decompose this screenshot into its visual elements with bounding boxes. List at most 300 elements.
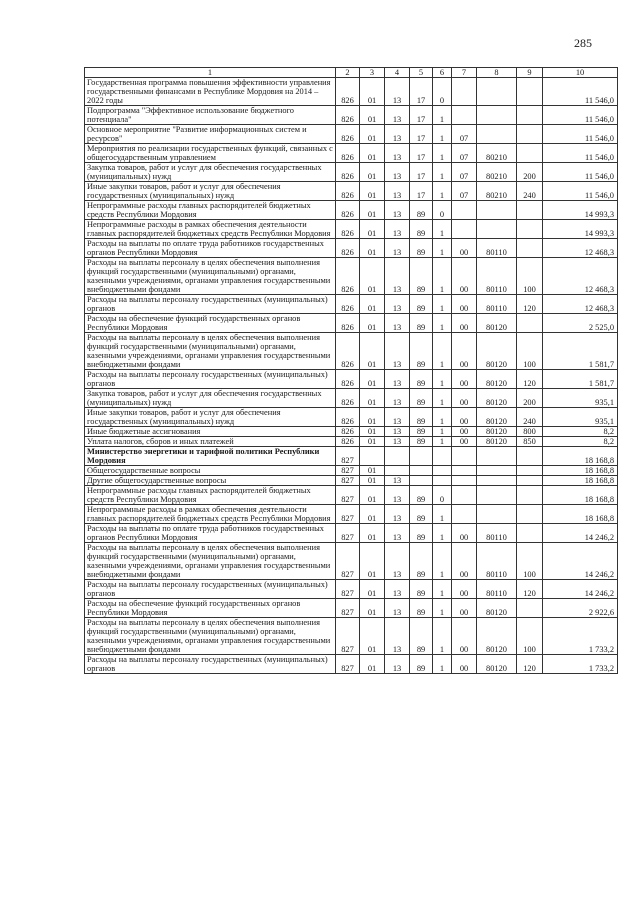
measure-code: 07 [452,144,477,163]
amount: 11 546,0 [543,125,618,144]
amount: 12 468,3 [543,258,618,295]
section-code: 01 [360,655,385,674]
row-name: Расходы на выплаты персоналу в целях обеспечения выполнения функций государственными (муниципальными) органами, казенными учреждениями, органами управления государственными внебюджетными фондами [85,543,336,580]
subsection-code: 13 [385,524,410,543]
subprogram-code: 1 [433,543,452,580]
ministry-code: 827 [336,655,360,674]
subprogram-code: 1 [433,437,452,447]
amount: 11 546,0 [543,144,618,163]
amount: 18 168,8 [543,466,618,476]
row-name: Расходы на обеспечение функций государственных органов Республики Мордовия [85,314,336,333]
subsection-code: 13 [385,476,410,486]
ministry-code: 827 [336,476,360,486]
subsection-code: 13 [385,258,410,295]
program-code: 89 [410,389,433,408]
program-code: 17 [410,78,433,106]
direction-code: 80120 [477,314,517,333]
subsection-code [385,447,410,466]
row-name: Общегосударственные вопросы [85,466,336,476]
program-code: 89 [410,370,433,389]
amount: 2 525,0 [543,314,618,333]
expense-type-code: 240 [517,408,543,427]
ministry-code: 826 [336,370,360,389]
subprogram-code: 1 [433,389,452,408]
row-name: Иные бюджетные ассигнования [85,427,336,437]
expense-type-code [517,201,543,220]
subprogram-code: 1 [433,182,452,201]
subprogram-code: 1 [433,618,452,655]
subsection-code: 13 [385,106,410,125]
table-row [85,333,618,370]
program-code: 89 [410,599,433,618]
column-header: 6 [433,68,452,78]
subsection-code: 13 [385,543,410,580]
page-number: 285 [574,36,592,50]
subprogram-code: 1 [433,163,452,182]
amount: 8,2 [543,427,618,437]
direction-code: 80120 [477,389,517,408]
subprogram-code: 1 [433,333,452,370]
row-name: Государственная программа повышения эффективности управления государственными финансами в Республике Мордовия на 2014 – 2022 годы [85,78,336,106]
subsection-code: 13 [385,655,410,674]
subsection-code: 13 [385,437,410,447]
direction-code [477,466,517,476]
subsection-code: 13 [385,486,410,505]
row-name: Расходы на выплаты по оплате труда работников государственных органов Республики Мордовия [85,524,336,543]
direction-code [477,505,517,524]
direction-code: 80210 [477,182,517,201]
direction-code: 80120 [477,408,517,427]
table-row [85,258,618,295]
row-name: Расходы на выплаты по оплате труда работников государственных органов Республики Мордовия [85,239,336,258]
table-row [85,524,618,543]
expense-type-code: 100 [517,618,543,655]
subprogram-code: 0 [433,78,452,106]
amount: 14 246,2 [543,543,618,580]
subprogram-code: 1 [433,258,452,295]
direction-code: 80110 [477,524,517,543]
subprogram-code: 1 [433,295,452,314]
expense-type-code [517,106,543,125]
budget-table [84,67,618,674]
expense-type-code: 100 [517,543,543,580]
row-name: Расходы на выплаты персоналу в целях обеспечения выполнения функций государственными (муниципальными) органами, казенными учреждениями, органами управления государственными внебюджетными фондами [85,258,336,295]
subsection-code: 13 [385,78,410,106]
subsection-code: 13 [385,144,410,163]
measure-code [452,505,477,524]
section-code: 01 [360,125,385,144]
table-row [85,618,618,655]
row-name: Непрограммные расходы главных распорядителей бюджетных средств Республики Мордовия [85,201,336,220]
row-name: Расходы на выплаты персоналу государственных (муниципальных) органов [85,655,336,674]
subprogram-code: 1 [433,144,452,163]
measure-code: 00 [452,408,477,427]
amount: 8,2 [543,437,618,447]
measure-code: 00 [452,389,477,408]
direction-code: 80120 [477,599,517,618]
ministry-code: 826 [336,408,360,427]
amount: 935,1 [543,389,618,408]
table-row [85,295,618,314]
measure-code [452,447,477,466]
ministry-code: 827 [336,599,360,618]
column-header: 4 [385,68,410,78]
table-row [85,370,618,389]
subsection-code: 13 [385,389,410,408]
section-code: 01 [360,258,385,295]
direction-code [477,220,517,239]
program-code [410,466,433,476]
expense-type-code [517,599,543,618]
subsection-code: 13 [385,427,410,437]
expense-type-code: 120 [517,580,543,599]
table-row [85,466,618,476]
section-code: 01 [360,599,385,618]
row-name: Иные закупки товаров, работ и услуг для обеспечения государственных (муниципальных) нужд [85,182,336,201]
column-header: 7 [452,68,477,78]
section-code: 01 [360,618,385,655]
ministry-code: 827 [336,618,360,655]
expense-type-code: 800 [517,427,543,437]
section-code: 01 [360,78,385,106]
section-code: 01 [360,505,385,524]
ministry-code: 826 [336,220,360,239]
amount: 1 733,2 [543,618,618,655]
subprogram-code: 1 [433,427,452,437]
table-row [85,447,618,466]
row-name: Министерство энергетики и тарифной политики Республики Мордовия [85,447,336,466]
ministry-code: 826 [336,314,360,333]
amount: 14 246,2 [543,524,618,543]
amount: 935,1 [543,408,618,427]
expense-type-code [517,220,543,239]
table-row [85,476,618,486]
expense-type-code: 200 [517,389,543,408]
column-header: 10 [543,68,618,78]
section-code: 01 [360,106,385,125]
measure-code: 00 [452,599,477,618]
subprogram-code: 1 [433,370,452,389]
subsection-code: 13 [385,182,410,201]
subprogram-code: 1 [433,655,452,674]
subsection-code: 13 [385,370,410,389]
direction-code [477,106,517,125]
table-row [85,106,618,125]
row-name: Подпрограмма "Эффективное использование бюджетного потенциала" [85,106,336,125]
expense-type-code [517,524,543,543]
direction-code: 80120 [477,370,517,389]
direction-code: 80120 [477,427,517,437]
subsection-code: 13 [385,505,410,524]
section-code: 01 [360,370,385,389]
measure-code: 07 [452,125,477,144]
section-code: 01 [360,182,385,201]
table-row [85,220,618,239]
direction-code: 80210 [477,144,517,163]
program-code: 89 [410,295,433,314]
ministry-code: 826 [336,258,360,295]
subsection-code: 13 [385,239,410,258]
amount: 12 468,3 [543,239,618,258]
subsection-code [385,466,410,476]
amount: 1 581,7 [543,333,618,370]
section-code: 01 [360,144,385,163]
section-code: 01 [360,220,385,239]
direction-code: 80110 [477,543,517,580]
section-code [360,447,385,466]
ministry-code: 827 [336,524,360,543]
program-code: 17 [410,106,433,125]
ministry-code: 826 [336,333,360,370]
ministry-code: 826 [336,437,360,447]
subprogram-code: 1 [433,599,452,618]
measure-code: 00 [452,618,477,655]
section-code: 01 [360,524,385,543]
ministry-code: 826 [336,106,360,125]
subprogram-code [433,447,452,466]
amount: 12 468,3 [543,295,618,314]
column-header: 1 [85,68,336,78]
program-code: 17 [410,163,433,182]
column-header: 9 [517,68,543,78]
subprogram-code: 1 [433,125,452,144]
section-code: 01 [360,389,385,408]
program-code: 89 [410,655,433,674]
expense-type-code: 100 [517,258,543,295]
section-code: 01 [360,486,385,505]
table-row [85,543,618,580]
measure-code [452,78,477,106]
expense-type-code: 200 [517,163,543,182]
measure-code: 00 [452,333,477,370]
row-name: Основное мероприятие "Развитие информационных систем и ресурсов" [85,125,336,144]
expense-type-code: 120 [517,655,543,674]
subsection-code: 13 [385,580,410,599]
table-row [85,505,618,524]
table-row [85,78,618,106]
amount: 11 546,0 [543,106,618,125]
table-row [85,163,618,182]
subprogram-code [433,476,452,486]
program-code: 89 [410,314,433,333]
measure-code: 00 [452,239,477,258]
ministry-code: 827 [336,486,360,505]
row-name: Другие общегосударственные вопросы [85,476,336,486]
subsection-code: 13 [385,125,410,144]
direction-code: 80110 [477,239,517,258]
ministry-code: 826 [336,239,360,258]
program-code: 17 [410,144,433,163]
ministry-code: 826 [336,144,360,163]
subsection-code: 13 [385,333,410,370]
section-code: 01 [360,580,385,599]
subprogram-code [433,466,452,476]
row-name: Закупка товаров, работ и услуг для обеспечения государственных (муниципальных) нужд [85,389,336,408]
measure-code: 07 [452,163,477,182]
expense-type-code [517,125,543,144]
amount: 18 168,8 [543,476,618,486]
measure-code [452,476,477,486]
expense-type-code: 240 [517,182,543,201]
measure-code: 00 [452,655,477,674]
expense-type-code [517,447,543,466]
program-code: 89 [410,201,433,220]
table-row [85,408,618,427]
ministry-code: 826 [336,295,360,314]
program-code: 17 [410,125,433,144]
direction-code: 80120 [477,655,517,674]
section-code: 01 [360,427,385,437]
column-header: 2 [336,68,360,78]
program-code: 89 [410,618,433,655]
direction-code: 80120 [477,333,517,370]
direction-code: 80110 [477,258,517,295]
table-row [85,314,618,333]
measure-code: 00 [452,427,477,437]
measure-code: 00 [452,314,477,333]
direction-code: 80110 [477,580,517,599]
measure-code: 07 [452,182,477,201]
subsection-code: 13 [385,163,410,182]
row-name: Расходы на выплаты персоналу государственных (муниципальных) органов [85,580,336,599]
program-code [410,476,433,486]
section-code: 01 [360,314,385,333]
table-row [85,599,618,618]
table-row [85,144,618,163]
amount: 11 546,0 [543,78,618,106]
expense-type-code [517,476,543,486]
ministry-code: 827 [336,447,360,466]
ministry-code: 826 [336,78,360,106]
row-name: Расходы на выплаты персоналу государственных (муниципальных) органов [85,295,336,314]
measure-code: 00 [452,580,477,599]
program-code [410,447,433,466]
expense-type-code: 120 [517,295,543,314]
direction-code: 80210 [477,163,517,182]
ministry-code: 827 [336,580,360,599]
table-body [85,78,618,674]
column-header: 5 [410,68,433,78]
subprogram-code: 1 [433,220,452,239]
subprogram-code: 0 [433,201,452,220]
row-name: Непрограммные расходы главных распорядителей бюджетных средств Республики Мордовия [85,486,336,505]
program-code: 89 [410,543,433,580]
section-code: 01 [360,333,385,370]
expense-type-code [517,144,543,163]
row-name: Закупка товаров, работ и услуг для обеспечения государственных (муниципальных) нужд [85,163,336,182]
subprogram-code: 1 [433,314,452,333]
row-name: Иные закупки товаров, работ и услуг для обеспечения государственных (муниципальных) нужд [85,408,336,427]
section-code: 01 [360,295,385,314]
table-header-row [85,68,618,78]
amount: 11 546,0 [543,182,618,201]
table-row [85,427,618,437]
program-code: 89 [410,333,433,370]
table-row [85,437,618,447]
measure-code: 00 [452,524,477,543]
measure-code [452,466,477,476]
table-row [85,201,618,220]
direction-code [477,476,517,486]
row-name: Расходы на выплаты персоналу государственных (муниципальных) органов [85,370,336,389]
table-row [85,125,618,144]
amount: 1 733,2 [543,655,618,674]
measure-code [452,486,477,505]
measure-code: 00 [452,258,477,295]
amount: 1 581,7 [543,370,618,389]
program-code: 89 [410,427,433,437]
measure-code: 00 [452,370,477,389]
measure-code: 00 [452,437,477,447]
amount: 14 993,3 [543,220,618,239]
program-code: 89 [410,486,433,505]
amount: 2 922,6 [543,599,618,618]
row-name: Мероприятия по реализации государственных функций, связанных с общегосударственным управлением [85,144,336,163]
section-code: 01 [360,408,385,427]
expense-type-code [517,239,543,258]
amount: 18 168,8 [543,447,618,466]
subsection-code: 13 [385,599,410,618]
measure-code [452,106,477,125]
direction-code: 80110 [477,295,517,314]
subprogram-code: 1 [433,524,452,543]
subsection-code: 13 [385,408,410,427]
direction-code [477,486,517,505]
column-header: 3 [360,68,385,78]
subprogram-code: 0 [433,486,452,505]
expense-type-code [517,314,543,333]
measure-code: 00 [452,295,477,314]
section-code: 01 [360,543,385,580]
section-code: 01 [360,239,385,258]
ministry-code: 826 [336,389,360,408]
row-name: Расходы на выплаты персоналу в целях обеспечения выполнения функций государственными (муниципальными) органами, казенными учреждениями, органами управления государственными внебюджетными фондами [85,333,336,370]
expense-type-code [517,486,543,505]
row-name: Непрограммные расходы в рамках обеспечения деятельности главных распорядителей бюджетных средств Республики Мордовия [85,220,336,239]
ministry-code: 826 [336,427,360,437]
ministry-code: 827 [336,543,360,580]
program-code: 89 [410,580,433,599]
section-code: 01 [360,201,385,220]
measure-code [452,220,477,239]
program-code: 17 [410,182,433,201]
program-code: 89 [410,524,433,543]
ministry-code: 826 [336,163,360,182]
row-name: Расходы на выплаты персоналу в целях обеспечения выполнения функций государственными (муниципальными) органами, казенными учреждениями, органами управления государственными внебюджетными фондами [85,618,336,655]
direction-code [477,78,517,106]
subprogram-code: 1 [433,580,452,599]
subsection-code: 13 [385,201,410,220]
expense-type-code [517,505,543,524]
section-code: 01 [360,437,385,447]
direction-code: 80120 [477,618,517,655]
ministry-code: 827 [336,466,360,476]
direction-code [477,201,517,220]
amount: 18 168,8 [543,505,618,524]
expense-type-code [517,466,543,476]
measure-code: 00 [452,543,477,580]
subprogram-code: 1 [433,239,452,258]
measure-code [452,201,477,220]
ministry-code: 827 [336,505,360,524]
section-code: 01 [360,163,385,182]
ministry-code: 826 [336,182,360,201]
subsection-code: 13 [385,618,410,655]
table-row [85,655,618,674]
table-row [85,239,618,258]
expense-type-code [517,78,543,106]
expense-type-code: 100 [517,333,543,370]
